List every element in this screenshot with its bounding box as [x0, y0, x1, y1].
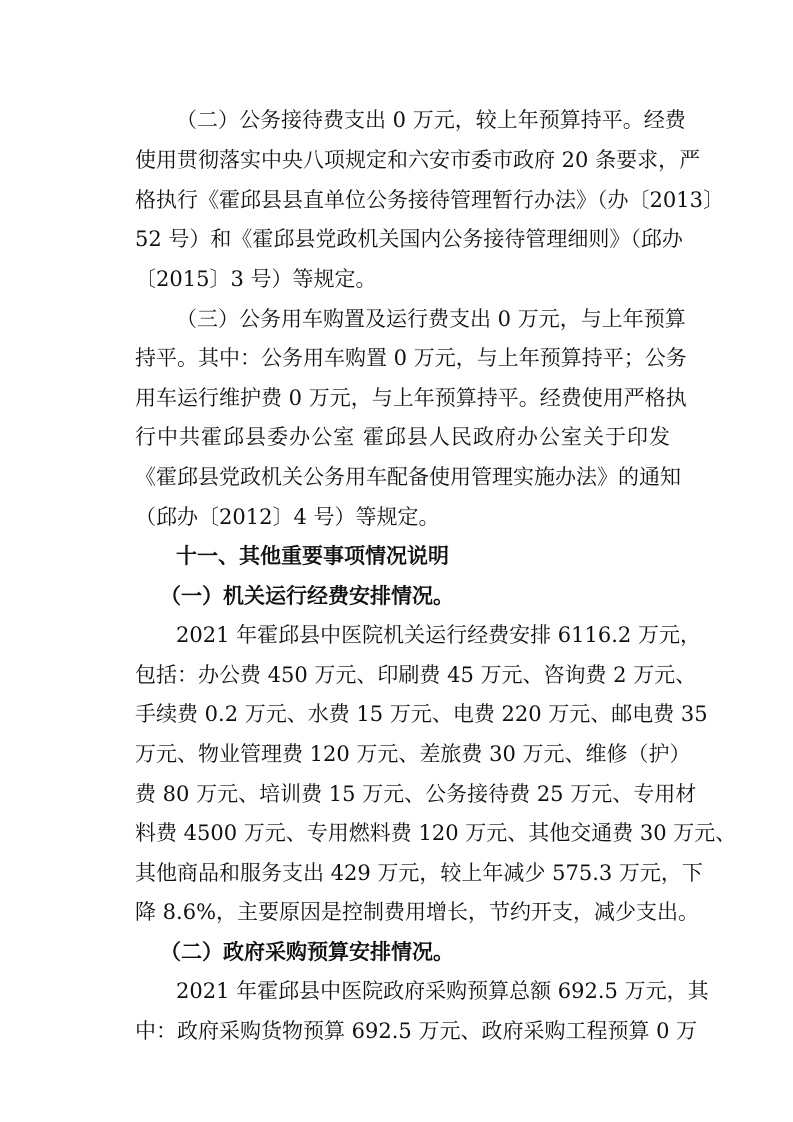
- paragraph-line: 中：政府采购货物预算 692.5 万元、政府采购工程预算 0 万: [135, 1019, 698, 1043]
- paragraph-line: 万元、物业管理费 120 万元、差旅费 30 万元、维修（护）: [135, 742, 691, 766]
- paragraph-line: 《霍邱县党政机关公务用车配备使用管理实施办法》的通知: [135, 465, 681, 489]
- paragraph-line: 料费 4500 万元、专用燃料费 120 万元、其他交通费 30 万元、: [135, 821, 737, 845]
- paragraph-line: 〔2015〕3 号）等规定。: [135, 267, 377, 291]
- paragraph-line: 2021 年霍邱县中医院政府采购预算总额 692.5 万元，其: [176, 979, 709, 1003]
- paragraph-line: 持平。其中：公务用车购置 0 万元，与上年预算持平；公务: [135, 346, 687, 370]
- paragraph-line: （邱办〔2012〕4 号）等规定。: [135, 505, 440, 529]
- paragraph-line: 格执行《霍邱县县直单位公务接待管理暂行办法》（办〔2013〕: [135, 188, 724, 212]
- paragraph-line: （三）公务用车购置及运行费支出 0 万元，与上年预算: [176, 307, 686, 331]
- paragraph-line: 其他商品和服务支出 429 万元，较上年减少 575.3 万元，下: [135, 861, 703, 885]
- paragraph-line: 手续费 0.2 万元、水费 15 万元、电费 220 万元、邮电费 35: [135, 702, 708, 726]
- paragraph-line: 费 80 万元、培训费 15 万元、公务接待费 25 万元、专用材: [135, 782, 697, 806]
- section-heading: 十一、其他重要事项情况说明: [176, 544, 449, 568]
- paragraph-line: 使用贯彻落实中央八项规定和六安市委市政府 20 条要求，严: [135, 148, 701, 172]
- paragraph-line: （二）公务接待费支出 0 万元，较上年预算持平。经费: [176, 108, 686, 132]
- paragraph-line: 2021 年霍邱县中医院机关运行经费安排 6116.2 万元，: [176, 623, 701, 647]
- paragraph-line: 包括：办公费 450 万元、印刷费 45 万元、咨询费 2 万元、: [135, 663, 697, 687]
- paragraph-line: 行中共霍邱县委办公室 霍邱县人民政府办公室关于印发: [135, 425, 670, 449]
- paragraph-line: 降 8.6%，主要原因是控制费用增长，节约开支，减少支出。: [135, 900, 700, 924]
- paragraph-line: 用车运行维护费 0 万元，与上年预算持平。经费使用严格执: [135, 386, 687, 410]
- paragraph-line: 52 号）和《霍邱县党政机关国内公务接待管理细则》（邱办: [135, 227, 683, 251]
- subsection-heading: （二）政府采购预算安排情况。: [160, 940, 454, 964]
- subsection-heading: （一）机关运行经费安排情况。: [160, 584, 454, 608]
